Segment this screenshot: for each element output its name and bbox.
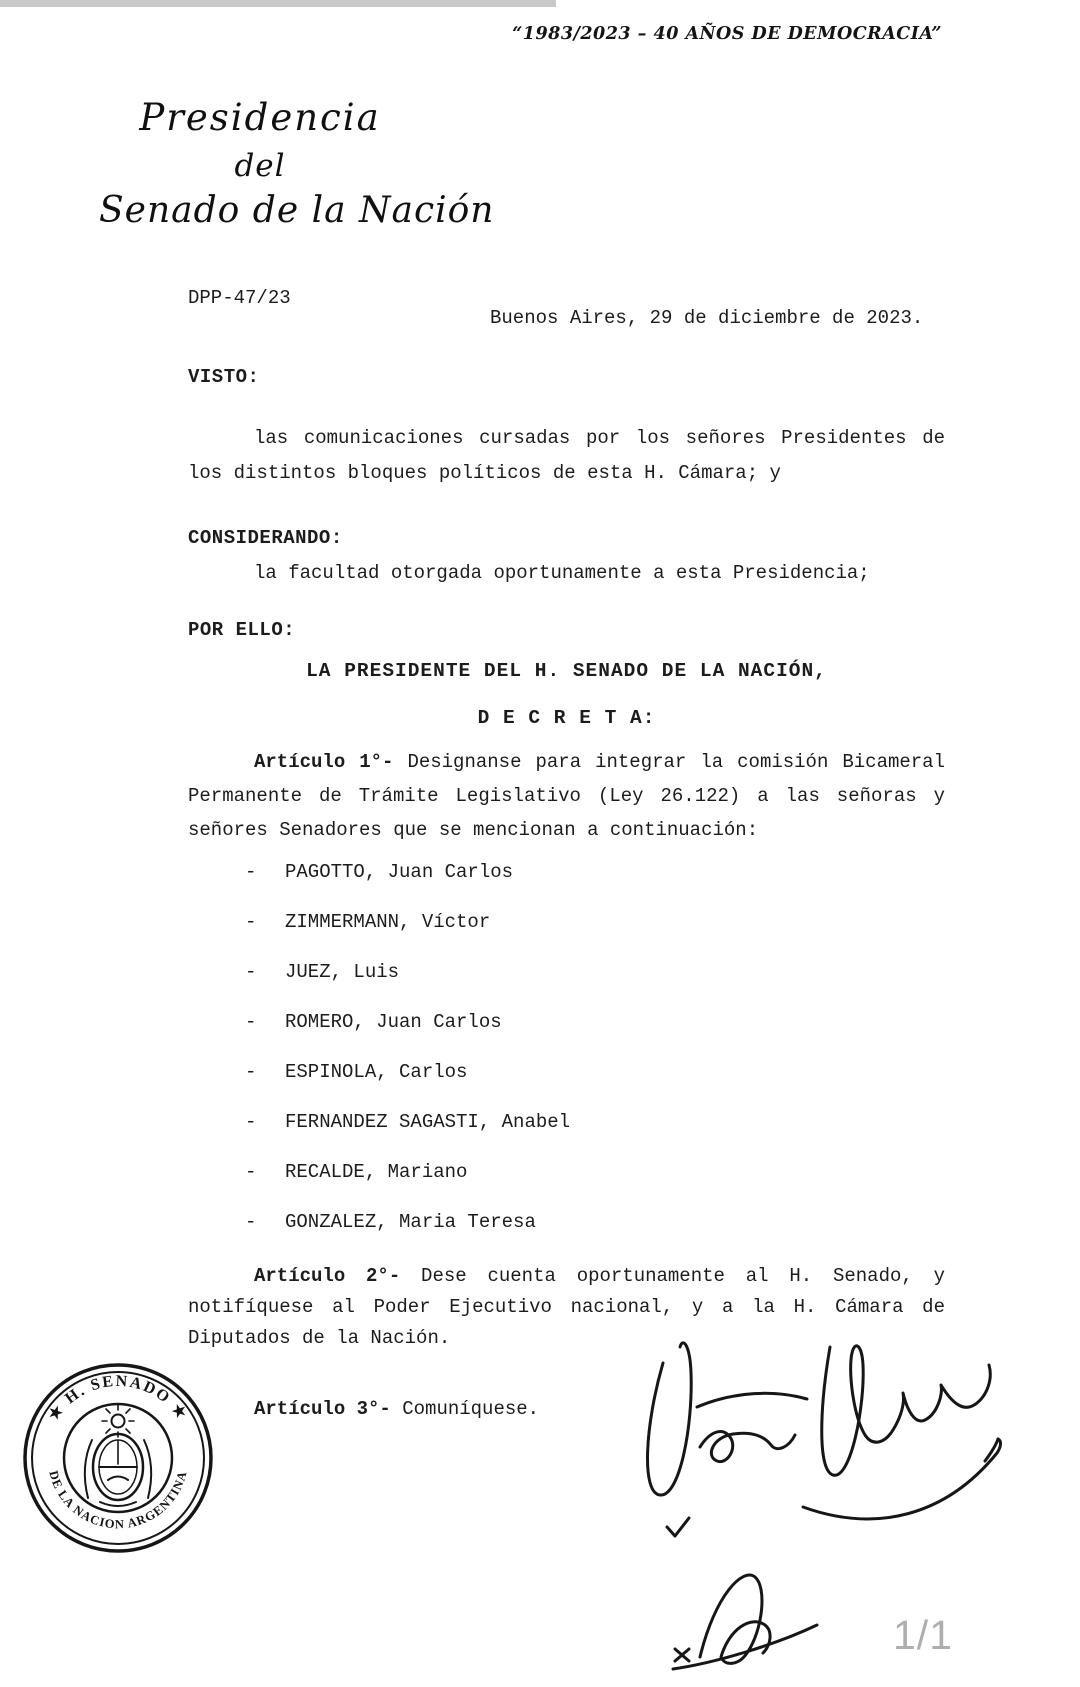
senator-list-item bbox=[245, 908, 570, 937]
scan-artifact-strip bbox=[0, 0, 556, 7]
seal-top-text: ★ H. SENADO ★ bbox=[45, 1372, 191, 1424]
senator-name: JUEZ, Luis bbox=[285, 961, 400, 983]
authority-line: LA PRESIDENTE DEL H. SENADO DE LA NACIÓN, bbox=[306, 660, 827, 682]
senator-list-item bbox=[245, 1008, 570, 1037]
considerando-paragraph: la facultad otorgada oportunamente a esta Presidencia; bbox=[254, 562, 870, 584]
senator-list-item bbox=[245, 1058, 570, 1087]
signature-secondary bbox=[655, 1555, 835, 1680]
signature-primary bbox=[605, 1285, 1025, 1555]
decreta-line: D E C R E T A: bbox=[477, 707, 656, 729]
senator-name: ROMERO, Juan Carlos bbox=[285, 1011, 502, 1033]
articulo-3-label: Artículo 3°- bbox=[254, 1398, 403, 1420]
senator-list-item bbox=[245, 1208, 570, 1237]
senate-seal-stamp bbox=[20, 1360, 216, 1556]
letterhead-line-senado: Senado de la Nación bbox=[99, 190, 495, 231]
visto-label: VISTO: bbox=[188, 366, 260, 388]
list-dash: - bbox=[245, 861, 257, 883]
senator-name: FERNANDEZ SAGASTI, Anabel bbox=[285, 1111, 571, 1133]
senator-list bbox=[245, 858, 570, 1258]
articulo-2-label: Artículo 2°- bbox=[254, 1265, 422, 1287]
senator-name: ESPINOLA, Carlos bbox=[285, 1061, 468, 1083]
page-indicator: 1/1 bbox=[893, 1612, 953, 1658]
letterhead-line-presidencia: Presidencia bbox=[139, 96, 381, 139]
list-dash: - bbox=[245, 961, 257, 983]
list-dash: - bbox=[245, 1161, 257, 1183]
senator-name: GONZALEZ, Maria Teresa bbox=[285, 1211, 536, 1233]
list-dash: - bbox=[245, 1211, 257, 1233]
coat-of-arms-icon bbox=[85, 1405, 151, 1506]
senator-name: PAGOTTO, Juan Carlos bbox=[285, 861, 514, 883]
header-motto: “1983/2023 – 40 AÑOS DE DEMOCRACIA” bbox=[512, 24, 942, 44]
articulo-3-line bbox=[254, 1398, 539, 1420]
articulo-3-text: Comuníquese. bbox=[402, 1398, 540, 1420]
list-dash: - bbox=[245, 1011, 257, 1033]
document-reference: DPP-47/23 bbox=[188, 287, 291, 309]
list-dash: - bbox=[245, 911, 257, 933]
senator-list-item bbox=[245, 958, 570, 987]
letterhead bbox=[99, 96, 495, 231]
list-dash: - bbox=[245, 1111, 257, 1133]
articulo-2-text: Dese cuenta oportunamente al H. Senado, y notifíquese al Poder Ejecutivo nacional, y a la H. Cámara de Diputados de la Nación. bbox=[188, 1265, 945, 1349]
letterhead-line-del: del bbox=[234, 148, 286, 184]
por-ello-label: POR ELLO: bbox=[188, 619, 296, 641]
senator-name: RECALDE, Mariano bbox=[285, 1161, 468, 1183]
articulo-1-label: Artículo 1°- bbox=[254, 751, 408, 773]
list-dash: - bbox=[245, 1061, 257, 1083]
articulo-1-text: Designanse para integrar la comisión Bicameral Permanente de Trámite Legislativo (Ley 26.122) a las señoras y señores Senadores que se mencionan a continuación: bbox=[188, 751, 945, 841]
considerando-label: CONSIDERANDO: bbox=[188, 527, 343, 549]
senator-list-item bbox=[245, 1158, 570, 1187]
senator-list-item bbox=[245, 858, 570, 887]
seal-bottom-text: DE LA NACION ARGENTINA bbox=[46, 1469, 190, 1532]
senator-list-item bbox=[245, 1108, 570, 1137]
articulo-1-paragraph bbox=[188, 745, 945, 847]
senator-name: ZIMMERMANN, Víctor bbox=[285, 911, 491, 933]
dateline: Buenos Aires, 29 de diciembre de 2023. bbox=[490, 307, 924, 329]
visto-paragraph: las comunicaciones cursadas por los señores Presidentes de los distintos bloques políticos de esta H. Cámara; y bbox=[188, 427, 945, 484]
